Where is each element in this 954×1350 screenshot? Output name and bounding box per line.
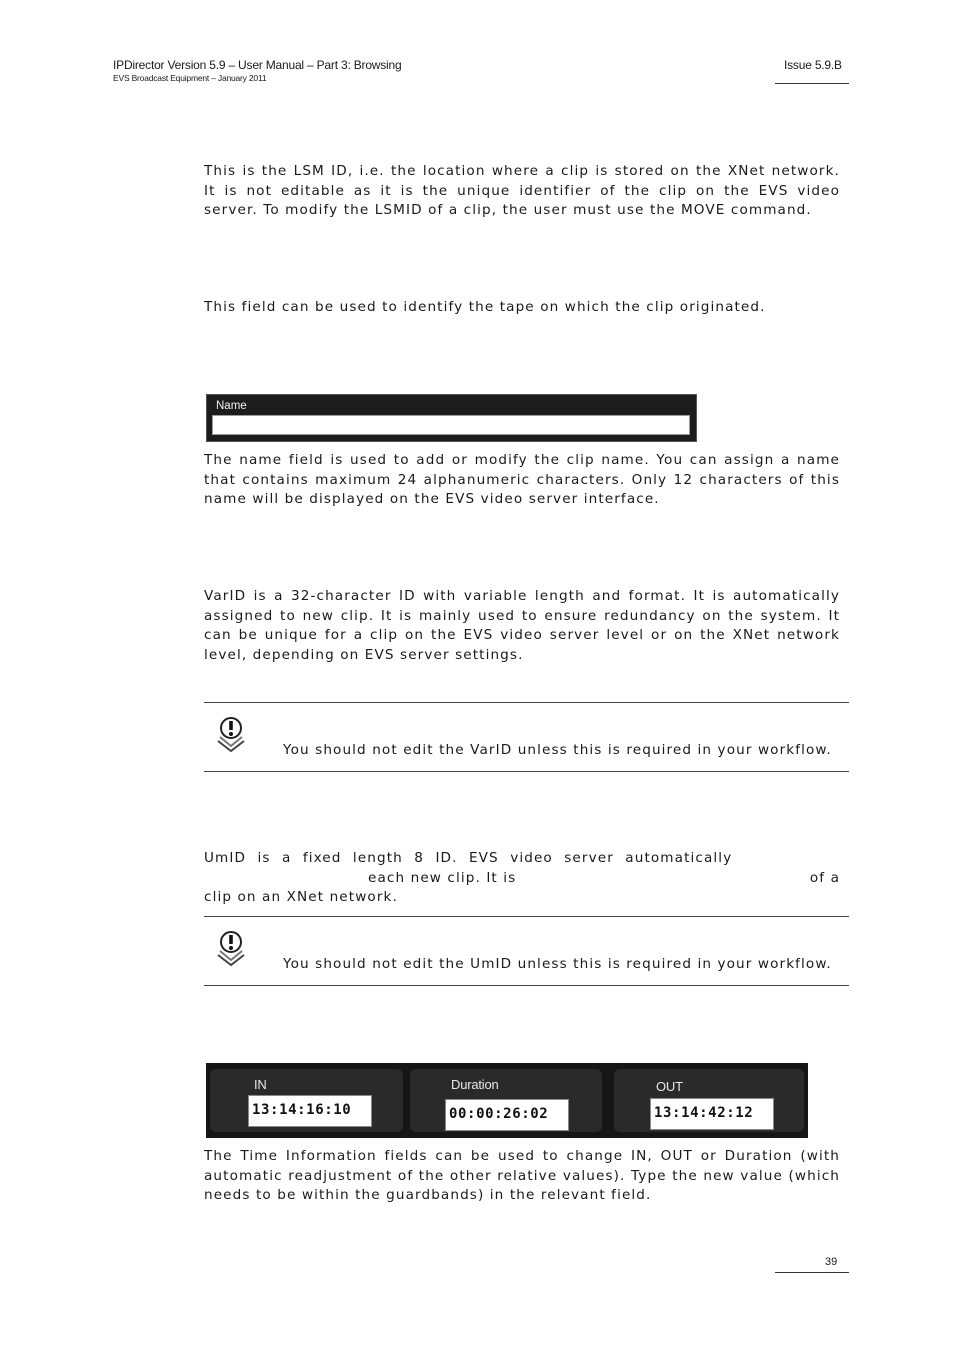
in-group bbox=[210, 1069, 403, 1132]
header-rule bbox=[775, 83, 849, 84]
footer-rule bbox=[775, 1272, 849, 1273]
out-timecode-field[interactable]: 13:14:42:12 bbox=[650, 1098, 774, 1130]
name-paragraph: The name field is used to add or modify the clip name. You can assign a name that contains maximum 24 alphanumeric characters. Only 12 characters of this name will be displayed on the EVS video server interface. bbox=[204, 452, 840, 507]
duration-timecode-field[interactable]: 00:00:26:02 bbox=[445, 1099, 569, 1131]
note-rule-bottom bbox=[204, 771, 849, 772]
tape-paragraph: This field can be used to identify the tape on which the clip originated. bbox=[204, 299, 766, 315]
umid-line-2a: each new clip. It is bbox=[368, 869, 517, 886]
out-label: OUT bbox=[656, 1079, 683, 1094]
name-field-label: Name bbox=[216, 400, 247, 412]
document-subtitle: EVS Broadcast Equipment – January 2011 bbox=[113, 73, 267, 83]
in-label: IN bbox=[254, 1077, 267, 1092]
note-rule-top bbox=[204, 702, 849, 703]
time-information-panel bbox=[206, 1063, 808, 1138]
umid-line-3: clip on an XNet network. bbox=[204, 889, 398, 905]
duration-group bbox=[410, 1069, 602, 1132]
duration-label: Duration bbox=[451, 1077, 499, 1092]
umid-note-text: You should not edit the UmID unless this is required in your workflow. bbox=[283, 956, 832, 972]
note-rule-top bbox=[204, 916, 849, 917]
time-paragraph: The Time Information fields can be used to change IN, OUT or Duration (with automatic readjustment of the other relative values). Type the new value (which needs to be within the guardbands) in the relevant field. bbox=[204, 1148, 840, 1203]
out-group bbox=[614, 1069, 804, 1132]
page-number: 39 bbox=[825, 1256, 838, 1268]
lsmid-paragraph: This is the LSM ID, i.e. the location where a clip is stored on the XNet network. It is not editable as it is the unique identifier of the clip on the EVS video server. To modify the LSMID of a clip, the user must use the MOVE command. bbox=[204, 163, 840, 218]
varid-note-text: You should not edit the VarID unless this is required in your workflow. bbox=[283, 742, 832, 758]
umid-paragraph bbox=[204, 849, 840, 908]
document-title: IPDirector Version 5.9 – User Manual – Part 3: Browsing bbox=[113, 58, 402, 72]
varid-paragraph: VarID is a 32-character ID with variable length and format. It is automatically assigned to new clip. It is mainly used to ensure redundancy on the system. It can be unique for a clip on the EVS video server level or on the XNet network level, depending on EVS server settings. bbox=[204, 588, 840, 663]
warning-note-icon bbox=[214, 929, 248, 969]
name-input[interactable] bbox=[212, 415, 690, 435]
name-field-panel bbox=[206, 394, 697, 442]
in-timecode-field[interactable]: 13:14:16:10 bbox=[248, 1095, 372, 1127]
umid-line-2b: of a bbox=[809, 869, 840, 886]
umid-line-1: UmID is a fixed length 8 ID. EVS video server automatically bbox=[204, 850, 733, 866]
warning-note-icon bbox=[214, 715, 248, 755]
note-rule-bottom bbox=[204, 985, 849, 986]
issue-number: Issue 5.9.B bbox=[784, 58, 842, 72]
